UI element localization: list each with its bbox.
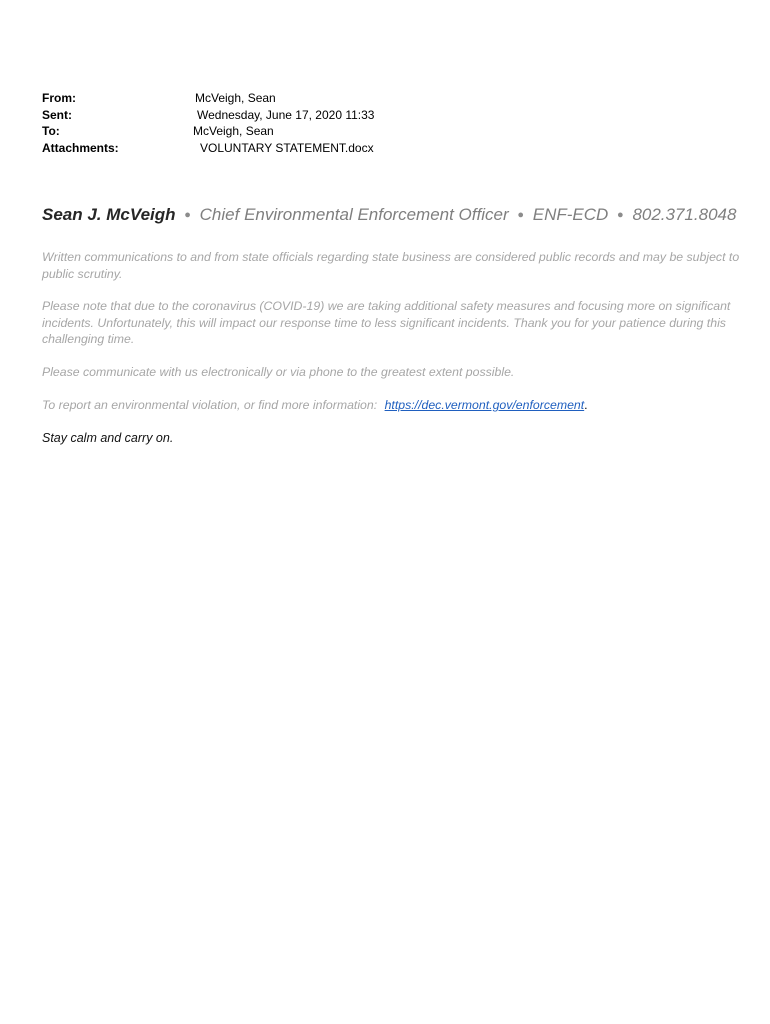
attachments-label: Attachments: <box>42 140 119 155</box>
public-records-notice: Written communications to and from state officials regarding state business are considered public records and may be subject to public scrutiny. <box>42 250 740 281</box>
bullet-icon: ● <box>617 209 624 221</box>
closing-line: Stay calm and carry on. <box>42 431 174 445</box>
to-value: McVeigh, Sean <box>193 124 274 138</box>
report-suffix: . <box>584 398 588 412</box>
signature-title: Chief Environmental Enforcement Officer <box>199 205 509 224</box>
attachments-row <box>42 140 442 157</box>
communicate-notice: Please communicate with us electronically or via phone to the greatest extent possible. <box>42 365 515 379</box>
bullet-icon: ● <box>517 209 525 221</box>
covid-notice: Please note that due to the coronavirus (COVID-19) we are taking additional safety measures and focusing more on significant incidents. Unfortunately, this will impact our response time to less significant incidents. Thank you for your patience during this challenging time. <box>42 299 731 347</box>
sent-label: Sent: <box>42 107 72 122</box>
email-header <box>42 90 442 156</box>
signature-name: Sean J. McVeigh <box>42 205 176 224</box>
to-label: To: <box>42 124 60 138</box>
report-notice <box>42 397 742 414</box>
signature-phone: 802.371.8048 <box>632 205 737 224</box>
to-row <box>42 123 442 140</box>
bullet-icon: ● <box>184 209 191 221</box>
sent-value: Wednesday, June 17, 2020 11:33 <box>197 107 375 122</box>
sent-row <box>42 107 442 124</box>
signature-line <box>42 205 736 225</box>
signature-division: ENF-ECD <box>532 205 609 224</box>
enforcement-link[interactable]: https://dec.vermont.gov/enforcement <box>384 398 585 412</box>
attachment-file[interactable]: VOLUNTARY STATEMENT.docx <box>200 140 374 155</box>
from-row <box>42 90 442 107</box>
report-prefix: To report an environmental violation, or find more information: <box>42 398 378 412</box>
from-label: From: <box>42 91 76 105</box>
from-value: McVeigh, Sean <box>195 91 276 105</box>
